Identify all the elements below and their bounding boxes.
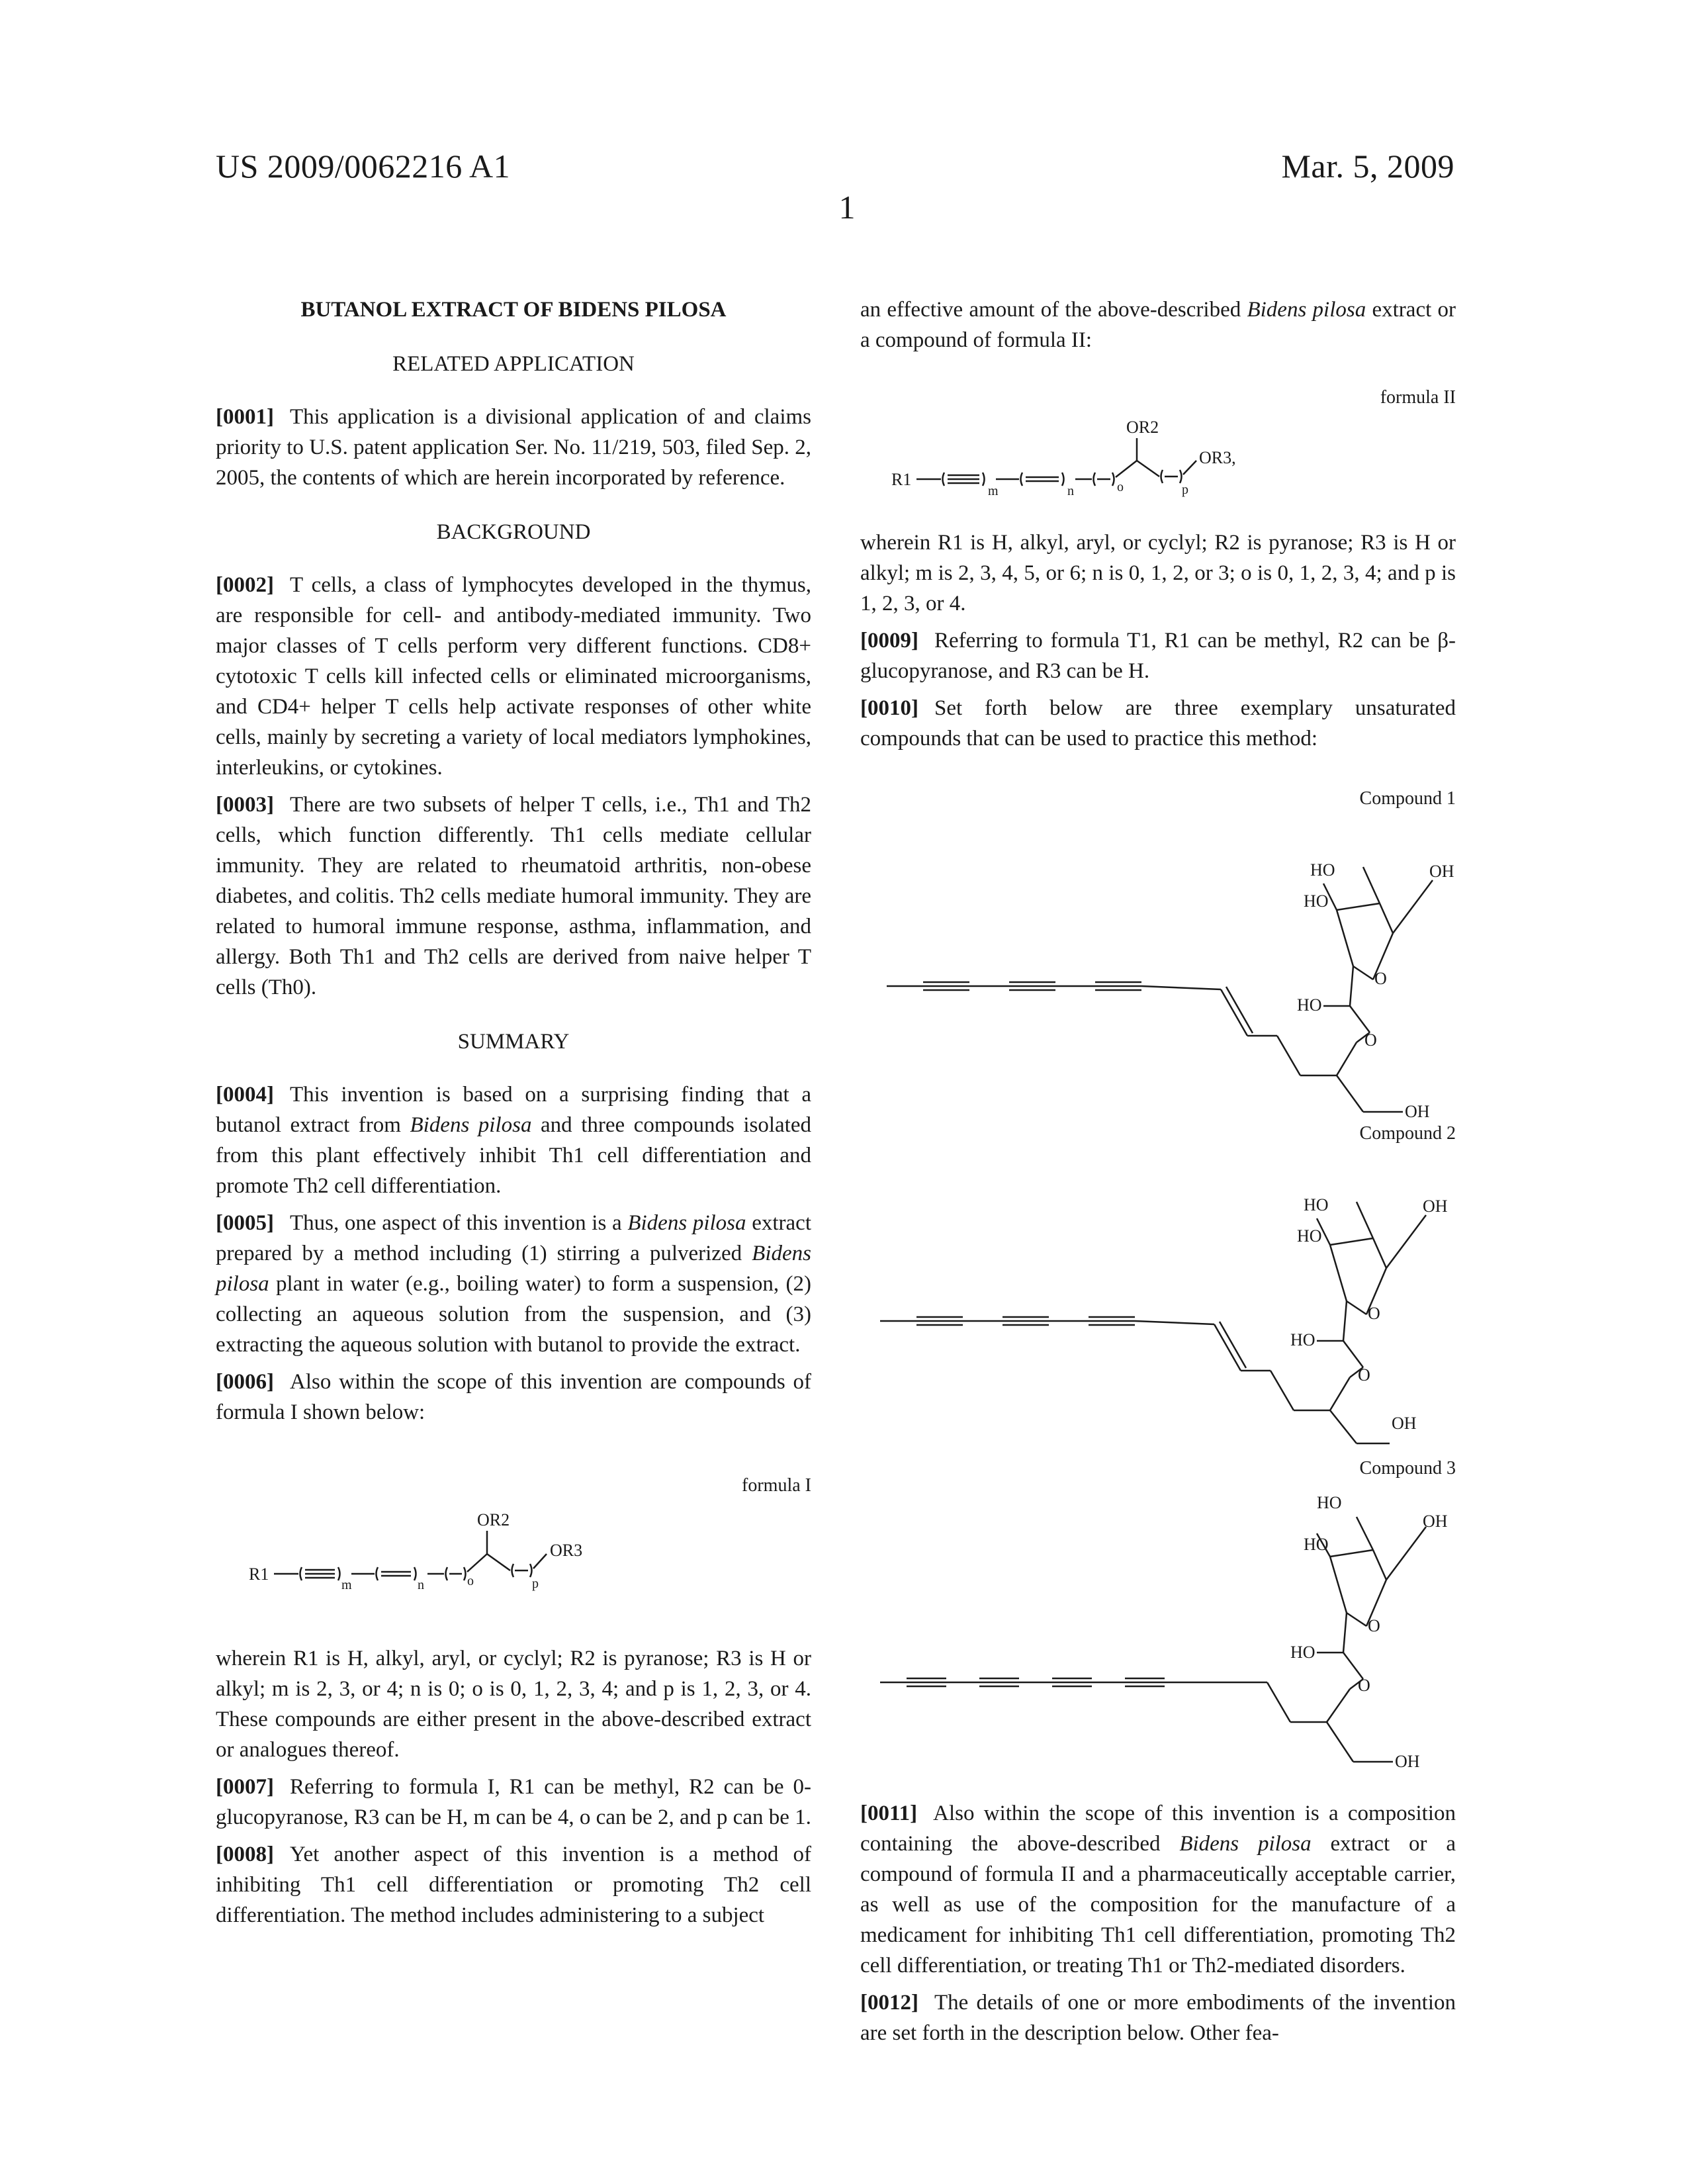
compound-2-oh-2: OH	[1392, 1414, 1417, 1433]
compound-3-ring-o: O	[1368, 1616, 1380, 1635]
paragraph-number: [0009]	[860, 629, 918, 653]
paragraph-0005	[216, 1208, 811, 1360]
compound-2-structure	[860, 1146, 1456, 1457]
paragraph-text: Referring to formula T1, R1 can be methyl, R2 can be β-glucopyranose, and R3 can be H.	[860, 629, 1456, 683]
paragraph-text: Yet another aspect of this invention is a method of inhibiting Th1 cell differentiation or promoting Th2 cell differentiation. The method includes administering to a subject	[216, 1843, 811, 1927]
formula-2-or3: OR3,	[1199, 448, 1236, 467]
formula-1-p: p	[532, 1576, 539, 1591]
paragraph-number: [0005]	[216, 1211, 274, 1235]
paragraph-0001	[216, 402, 811, 493]
section-summary: SUMMARY	[457, 1030, 570, 1054]
formula-1-n: n	[418, 1578, 424, 1592]
compound-1-oh-2: OH	[1405, 1102, 1430, 1121]
right-column	[860, 295, 1456, 2055]
paragraph-0003	[216, 790, 811, 1003]
compound-1-oh-1: OH	[1429, 862, 1454, 881]
paragraph-text: This application is a divisional application of and claims priority to U.S. patent application Ser. No. 11/219, 503, filed Sep. 2, 2005, the contents of which are herein incorporated by reference.	[216, 405, 811, 490]
paragraph-0010	[860, 693, 1456, 754]
formula-2-structure	[860, 410, 1456, 522]
compound-3-ho-3: HO	[1290, 1643, 1315, 1662]
compound-3-structure	[860, 1480, 1456, 1798]
compound-1-label: Compound 1	[1359, 788, 1456, 809]
compound-1-structure	[860, 811, 1456, 1122]
species-name: Bidens pilosa	[627, 1211, 746, 1235]
paragraph-0006-continued: wherein R1 is H, alkyl, aryl, or cyclyl; R2 is pyranose; R3 is H or alkyl; m is 2, 3, or 4; n is 0; o is 0, 1, 2, 3, 4; and p is 1, 2, 3, or 4. These compounds are either present in the above-described extract or analogues thereof.	[216, 1647, 811, 1762]
formula-2-m: m	[988, 484, 999, 498]
compound-2-ho-3: HO	[1290, 1330, 1315, 1349]
section-background: BACKGROUND	[436, 520, 591, 544]
formula-2-n: n	[1067, 484, 1074, 498]
formula-1-label: formula I	[742, 1475, 811, 1496]
paragraph-number: [0010]	[860, 696, 918, 720]
paragraph-text: extract prepared by a method including (1) stirring a pulverized	[216, 1211, 811, 1265]
document-title: BUTANOL EXTRACT OF BIDENS PILOSA	[300, 298, 727, 322]
publication-date: Mar. 5, 2009	[1281, 148, 1454, 185]
formula-1-or3: OR3	[550, 1541, 583, 1560]
paragraph-text: plant in water (e.g., boiling water) to form a suspension, (2) collecting an aqueous solution from the suspension, and (3) extracting the aqueous solution with butanol to provide the extract.	[216, 1272, 811, 1357]
paragraph-number: [0004]	[216, 1083, 274, 1107]
compound-1-ring-o: O	[1374, 969, 1387, 988]
compound-2-ho-2: HO	[1297, 1226, 1322, 1246]
formula-1-o: o	[467, 1574, 474, 1588]
paragraph-text: Set forth below are three exemplary unsaturated compounds that can be used to practice this method:	[860, 696, 1456, 751]
patent-number: US 2009/0062216 A1	[216, 148, 511, 185]
compound-1-ho-2: HO	[1304, 891, 1329, 911]
paragraph-text: extract or a compound of formula II:	[860, 298, 1456, 352]
paragraph-text: an effective amount of the above-described	[860, 298, 1247, 322]
compound-2-ring-o: O	[1368, 1304, 1380, 1323]
paragraph-0004	[216, 1079, 811, 1201]
species-name: Bidens pilosa	[1179, 1832, 1312, 1856]
paragraph-text: There are two subsets of helper T cells, i.e., Th1 and Th2 cells, which function differently. Th1 cells mediate cellular immunity. They are related to rheumatoid arthritis, non-obese diabetes, and colitis. Th2 cells mediate humoral immunity. They are related to humoral immune response, asthma, inflammation, and allergy. Both Th1 and Th2 cells are derived from naive helper T cells (Th0).	[216, 793, 811, 999]
paragraph-text: The details of one or more embodiments of the invention are set forth in the description below. Other fea-	[860, 1991, 1456, 2045]
species-name: Bidens pilosa	[1247, 298, 1366, 322]
paragraph-text: Referring to formula I, R1 can be methyl, R2 can be 0-glucopyranose, R3 can be H, m can be 4, o can be 2, and p can be 1.	[216, 1775, 811, 1829]
paragraph-0008	[216, 1839, 811, 1931]
compound-2-ho-1: HO	[1304, 1195, 1329, 1214]
compound-3-link-o: O	[1358, 1676, 1370, 1695]
compound-1-link-o: O	[1364, 1030, 1377, 1050]
paragraph-0012	[860, 1987, 1456, 2048]
compound-1-ho-1: HO	[1310, 860, 1335, 880]
formula-1-r1: R1	[249, 1565, 269, 1584]
formula-2-label: formula II	[1380, 387, 1456, 408]
formula-1-or2: OR2	[477, 1510, 510, 1529]
paragraph-0008-continued	[860, 295, 1456, 355]
paragraph-number: [0002]	[216, 573, 274, 597]
formula-2-p: p	[1182, 482, 1188, 497]
species-name: Bidens pilosa	[216, 1242, 811, 1296]
paragraph-number: [0012]	[860, 1991, 918, 2015]
paragraph-0008-continued-2: wherein R1 is H, alkyl, aryl, or cyclyl; R2 is pyranose; R3 is H or alkyl; m is 2, 3, 4, 5, or 6; n is 0, 1, 2, or 3; o is 0, 1, 2, 3, 4; and p is 1, 2, 3, or 4.	[860, 531, 1456, 615]
paragraph-number: [0011]	[860, 1801, 918, 1825]
formula-2-or2: OR2	[1126, 418, 1159, 437]
paragraph-text: This invention is based on a surprising finding that a butanol extract from	[216, 1083, 811, 1137]
paragraph-text: and three compounds isolated from this plant effectively inhibit Th1 cell differentiation and promote Th2 cell differentiation.	[216, 1113, 811, 1198]
compound-3-oh-1: OH	[1423, 1512, 1448, 1531]
compound-2-oh-1: OH	[1423, 1197, 1448, 1216]
compound-3-ho-2: HO	[1304, 1535, 1329, 1554]
compound-2-link-o: O	[1358, 1365, 1370, 1385]
paragraph-0011	[860, 1798, 1456, 1981]
paragraph-number: [0001]	[216, 405, 274, 429]
paragraph-0002	[216, 570, 811, 783]
formula-2-o: o	[1117, 480, 1124, 494]
paragraph-0007	[216, 1772, 811, 1833]
formula-2-r1: R1	[891, 470, 912, 489]
paragraph-number: [0006]	[216, 1370, 274, 1394]
compound-3-oh-2: OH	[1395, 1752, 1420, 1771]
paragraph-text: Also within the scope of this invention are compounds of formula I shown below:	[216, 1370, 811, 1424]
paragraph-number: [0003]	[216, 793, 274, 817]
compound-2-label: Compound 2	[1359, 1123, 1456, 1144]
section-related-application: RELATED APPLICATION	[392, 352, 635, 376]
formula-1-structure	[216, 1498, 811, 1610]
paragraph-text: T cells, a class of lymphocytes developed in the thymus, are responsible for cell- and antibody-mediated immunity. Two major classes of T cells perform very different functions. CD8+ cytotoxic T cells kill infected cells or eliminated microorganisms, and CD4+ helper T cells help activate responses of other white cells, mainly by secreting a variety of local mediators lymphokines, interleukins, or cytokines.	[216, 573, 811, 780]
paragraph-0006	[216, 1367, 811, 1428]
compound-3-label: Compound 3	[1359, 1458, 1456, 1479]
compound-3-ho-1: HO	[1317, 1493, 1342, 1512]
paragraph-number: [0007]	[216, 1775, 274, 1799]
paragraph-text: extract or a compound of formula II and a pharmaceutically acceptable carrier, as well as use of the composition for the manufacture of a medicament for inhibiting Th1 cell differentiation, promoting Th2 cell differentiation, or treating Th1 or Th2-mediated disorders.	[860, 1832, 1456, 1978]
paragraph-text: Also within the scope of this invention is a composition containing the above-described	[860, 1801, 1456, 1856]
paragraph-text: Thus, one aspect of this invention is a	[289, 1211, 628, 1235]
paragraph-number: [0008]	[216, 1843, 274, 1866]
page-number: 1	[838, 189, 856, 226]
species-name: Bidens pilosa	[410, 1113, 532, 1137]
left-column	[216, 295, 811, 1937]
compound-1-ho-3: HO	[1297, 995, 1322, 1015]
paragraph-0009	[860, 625, 1456, 686]
formula-1-m: m	[341, 1578, 352, 1592]
